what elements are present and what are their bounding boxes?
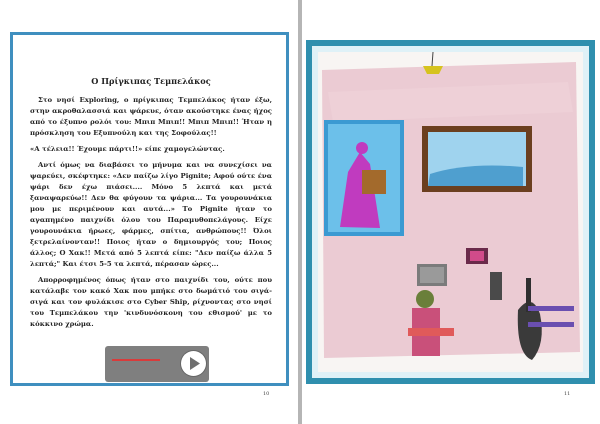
paragraph-4: Απορροφημένος όπως ήταν στο παιχνίδι του, ούτε που κατάλαβε τον κακό Χακ που μπήκε στο δωμάτιό του σιγά-σιγά και τον φυλάκισε στο Cyber Ship, ρίχνοντας στο νησί του Τεμπελάκου την 'κινδυνόσκονη του εθισμού' με το κόκκινο χρώμα. xyxy=(30,276,272,328)
paragraph-2: «Α τέλεια!! Έχουμε πάρτι!!» είπε χαμογελώντας. xyxy=(30,145,225,153)
story-text xyxy=(30,76,272,335)
child-drawing-room xyxy=(318,52,583,372)
play-icon xyxy=(181,351,206,376)
paragraph-3: Αντί όμως να διαβάσει το μήνυμα και να συνεχίσει να ψαρεύει, σκέφτηκε: «Δεν παίζω λίγο Pignite; Αφού ούτε ένα ψάρι δεν έχω πιάσει.... Μόνο 5 λεπτά και μετά ξαναψαρεύω!! Δεν θα φύγουν τα ψάρια... Τα γουρουνάκια μου με περιμένουν και αυτά...» Το Pignite ήταν το αγαπημένο παιχνίδι όλου του Παραμυθοπελάγους. Είχε γουρουνάκια ήρωες, φάρμες, σπίτια, ανθρώπους!! Όλοι ξετρελαίνονταν!! Ποιος ήταν ο δημιουργός του; Ποιος άλλος; Ο Χακ!! Μετά από 5 λεπτά είπε: "Δεν παίζω άλλα 5 λεπτά;" Και έτσι 5-5 τα λεπτά, πέρασαν ώρες... xyxy=(30,161,272,268)
video-progress-bar[interactable] xyxy=(112,359,160,361)
video-player[interactable] xyxy=(105,346,209,382)
page-number-left: 10 xyxy=(263,391,270,397)
illustration xyxy=(318,52,583,372)
page-number-right: 11 xyxy=(564,391,571,397)
illustration-frame xyxy=(306,40,595,384)
paragraph-1: Στο νησί Exploring, ο πρίγκιπας Τεμπελάκος ήταν έξω, στην ακροθαλασσιά και ψάρευε, όταν ακούστηκε ένας ήχος από το έξυπνο ρολόι του: Μπιπ Μπιπ!! Μπιπ Μπιπ!! Ήταν η πρόσκληση του Εξυπνούλη και της Σοφούλας!! xyxy=(30,96,272,137)
play-button[interactable] xyxy=(181,351,206,376)
story-title: Ο Πρίγκιπας Τεμπελάκος xyxy=(91,76,211,86)
